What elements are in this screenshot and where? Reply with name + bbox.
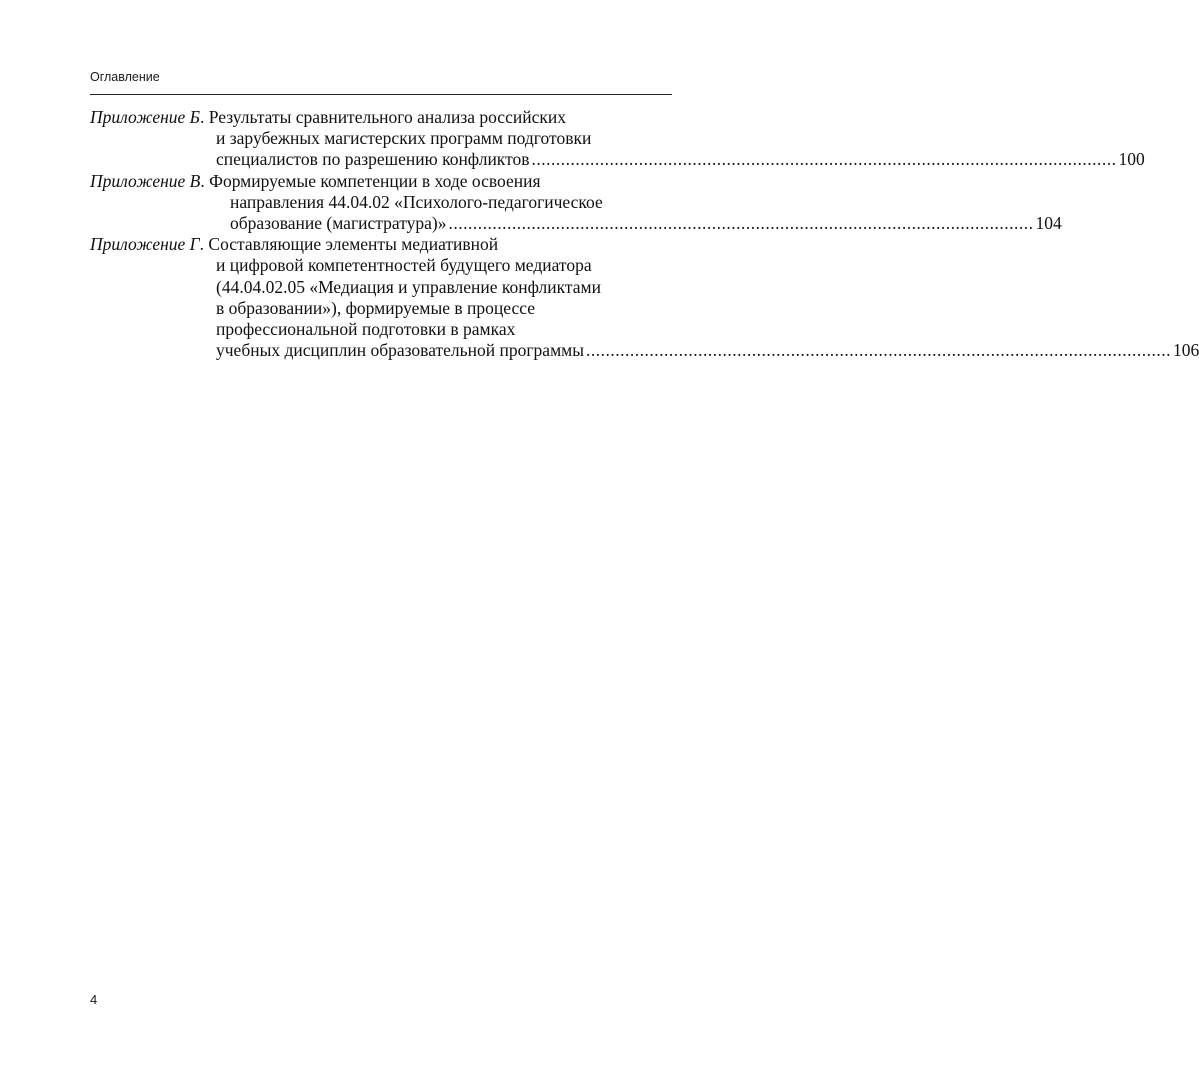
page-number: 4: [90, 992, 98, 1007]
toc-entry-label: Приложение В: [90, 170, 201, 191]
toc-page-number: 100: [1118, 149, 1145, 170]
toc-entry-appendix-v[interactable]: [90, 170, 1062, 235]
toc-entry-continuation: и цифровой компетентностей будущего медиатора: [216, 255, 592, 276]
toc-entry-label: Приложение Б: [90, 107, 201, 127]
toc-entry-continuation: и зарубежных магистерских программ подготовки: [216, 128, 592, 149]
toc-entry-appendix-b[interactable]: [90, 107, 1145, 171]
toc-entry-label: Приложение Г: [90, 234, 200, 255]
toc-entry-first-line: [90, 171, 672, 192]
toc-entry-first-line: [90, 107, 672, 128]
toc-entry-last-line: [90, 340, 1199, 361]
dot-leader: ........................................................................................................................: [585, 340, 1171, 361]
toc-page-number: 106: [1172, 340, 1199, 361]
dot-leader: ........................................................................................................................: [448, 212, 1034, 233]
toc-entry-continuation: в образовании»), формируемые в процессе: [216, 297, 535, 318]
toc-entry-title: . Формируемые компетенции в ходе освоения: [200, 170, 541, 191]
header-rule: [90, 94, 672, 95]
table-of-contents: [90, 107, 1199, 361]
toc-entry-title: . Составляющие элементы медиативной: [199, 234, 499, 255]
toc-entry-continuation: профессиональной подготовки в рамках: [216, 318, 516, 339]
toc-entry-last-line: [90, 149, 1145, 170]
toc-entry-title: . Результаты сравнительного анализа российских: [200, 107, 566, 127]
toc-entry-title-end: специалистов по разрешению конфликтов: [216, 149, 530, 170]
toc-entry-continuation: (44.04.02.05 «Медиация и управление конфликтами: [216, 276, 601, 297]
dot-leader: ........................................................................................................................: [531, 149, 1117, 170]
toc-page-number: 104: [1035, 212, 1062, 233]
toc-entry-continuation: направления 44.04.02 «Психолого-педагогическое: [230, 191, 603, 212]
toc-entry-title-end: учебных дисциплин образовательной программы: [216, 340, 584, 361]
toc-entry-first-line: [90, 234, 672, 255]
toc-entry-title-end: образование (магистратура)»: [230, 212, 447, 233]
toc-entry-appendix-g[interactable]: [90, 234, 1199, 361]
running-header: Оглавление: [90, 70, 160, 84]
toc-entry-last-line: [90, 212, 1062, 234]
